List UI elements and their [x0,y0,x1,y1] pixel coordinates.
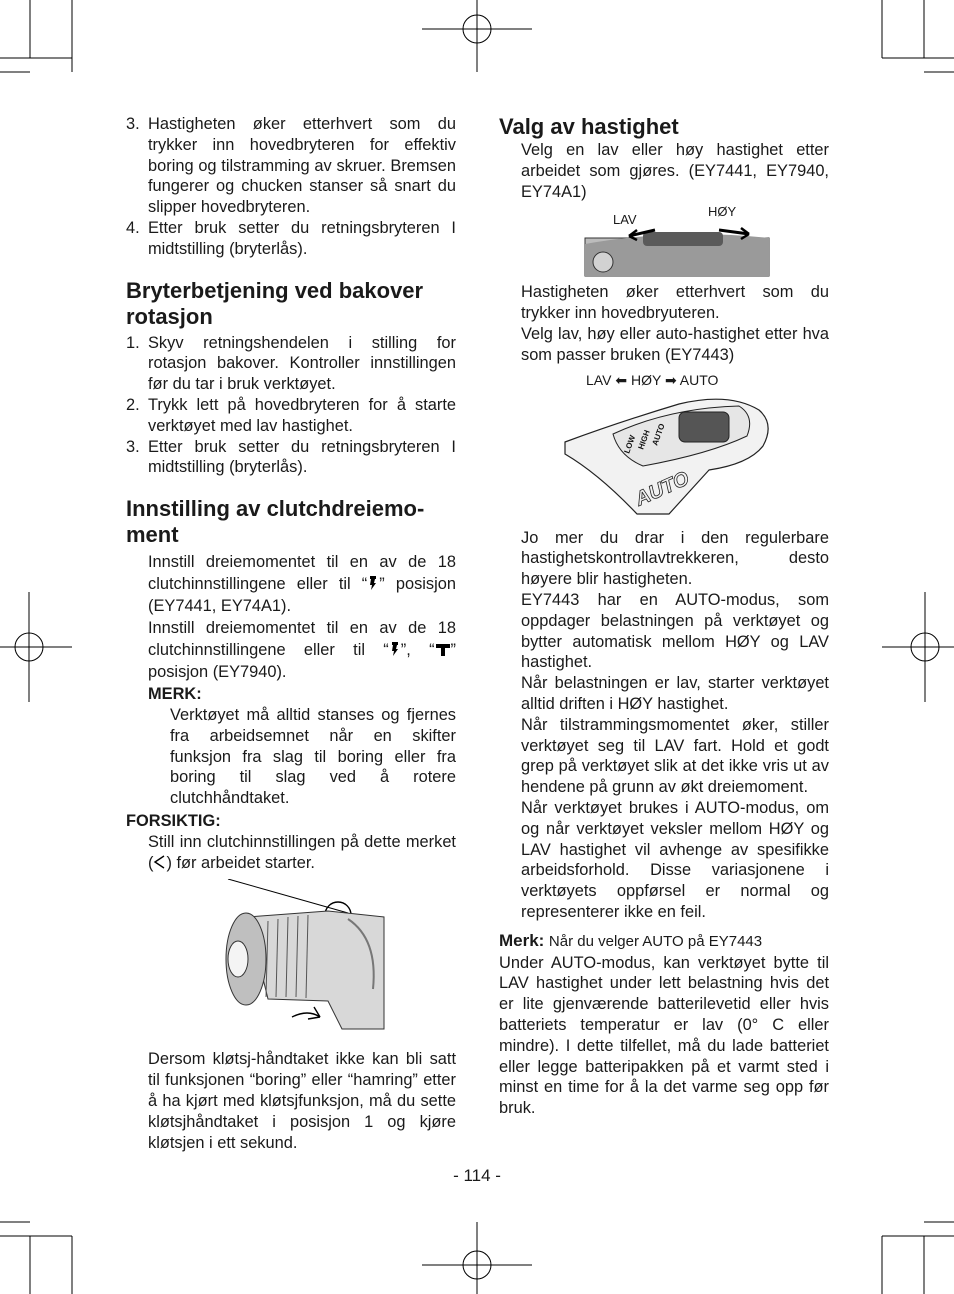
arrow-left-icon: ⬅ [615,371,628,388]
forsiktig-text: Still inn clutchinnstillingen på dette merket ( ) før arbeidet starter. [148,832,456,872]
clutch-paragraph-2: Innstill dreiemomentet til en av de 18 clutchinnstillingene eller til “ ”, “ ” posisjon (EY7940). [148,619,457,682]
merk-note [499,931,829,953]
drill-symbol-icon [367,575,379,591]
section-heading-clutch: Innstilling av clutchdreiemo-ment [126,496,425,548]
speed-switch-figure-2 [499,372,829,522]
speed-paragraph-7: Når tilstrammingsmomentet øker, stiller verktøyet seg til LAV fart. Hold et godt grep på verktøyet slik at det ikke vris ut av hendene på grunn av økt dreiemoment. [521,715,829,797]
speed-paragraph-5: EY7443 har en AUTO-modus, som oppdager belastningen på verktøyet og bytter automatisk mellom HØY og LAV hastighet. [521,590,829,672]
switch-text-low: LOW [622,433,638,455]
merk-note-inline: Når du velger AUTO på EY7443 [548,932,763,950]
speed-switch-illustration [583,218,773,278]
speed-paragraph-8: Når verktøyet brukes i AUTO-modus, om og når verktøyet veksler mellom HØY og LAV hastighet vil avhenge av spesifikke arbeidsforhold. Disse variasjonene i verktøyets oppførsel er normal og representerer ikke en feil. [521,798,829,921]
forsiktig-label: FORSIKTIG: [126,811,221,830]
list-item: 3. Etter bruk setter du retningsbryteren I midtstilling (bryterlås). [126,437,456,477]
figure-label-hoy: HØY [708,204,737,220]
speed-paragraph-9: Under AUTO-modus, kan verktøyet bytte til LAV hastighet under lett belastning hvis det er lite gjenværende batterilevetid eller hvis batteriets temperatur er lav (0° C eller mindre). I dette tilfellet, må du lade batteriet eller legge batteripakken på et varmt sted i minst en time for å la det varme seg opp før bruk. [499,953,829,1118]
list-item: 3. Hastigheten øker etterhvert som du trykker inn hovedbryteren for effektiv boring og tilstramming av skruer. Bremsen fungerer og chucken stanser så snart du slipper hovedbryteren. [126,115,456,217]
speed-paragraph-6: Når belastningen er lav, starter verktøyet alltid driften i HØY hastighet. [521,674,829,713]
auto-switch-illustration [559,394,773,518]
section-heading-speed: Valg av hastighet [499,114,679,139]
merk-text: Verktøyet må alltid stanses og fjernes fra arbeidsemnet når en skifter funksjon fra slag til boring eller fra boring til slag ved å rotere clutchhåndtaket. [170,705,456,808]
steps-list-2 [126,333,456,479]
speed-paragraph-2: Hastigheten øker etterhvert som du trykker inn hovedbryuteren. [521,283,829,323]
left-column [126,114,456,1153]
merk-label: MERK: [148,685,202,704]
section-heading-reverse: Bryterbetjening ved bakover rotasjon [126,277,424,329]
speed-mode-sequence: LAV ⬅ HØY ➡ AUTO [586,371,719,388]
steps-list-1 [126,114,456,260]
clutch-paragraph-3: Dersom kløtsj-håndtaket ikke kan bli satt til funksjonen “boring” eller “hamring” etter å ha kjørt med kløtsjfunksjon, må du sette kløtsjhåndtaket i posisjon 1 og kjøre kløtsjen i ett sekund. [148,1050,456,1152]
figure-label-lav: LAV [613,212,637,228]
switch-text-auto: AUTO [650,422,667,447]
speed-paragraph-3: Velg lav, høy eller auto-hastighet etter hva som passer bruken (EY7443) [521,324,829,364]
page-number: - 114 - [453,1166,501,1185]
drill-chuck-illustration [208,879,398,1039]
drill-symbol-icon [389,641,401,657]
auto-logo: AUTO [632,467,693,511]
clutch-paragraph-1: Innstill dreiemomentet til en av de 18 clutchinnstillingene eller til “ ” posisjon (EY7441, EY74A1). [148,553,456,616]
list-item: 1. Skyv retningshendelen i stilling for rotasjon bakover. Kontroller innstillingen før du tar i bruk verktøyet. [126,333,456,394]
merk-note-label: Merk: [499,930,545,950]
switch-text-high: HIGH [636,428,652,451]
speed-switch-figure-1 [499,204,829,278]
list-item: 4. Etter bruk setter du retningsbryteren I midtstilling (bryterlås). [126,218,456,258]
speed-paragraph-4: Jo mer du drar i den regulerbare hastighetskontrollavtrekkeren, desto høyere blir hastigheten. [521,528,829,589]
list-item: 2. Trykk lett på hovedbryteren for å starte verktøyet med lav hastighet. [126,395,456,435]
speed-paragraph-1: Velg en lav eller høy hastighet etter arbeidet som gjøres. (EY7441, EY7940, EY74A1) [521,141,829,201]
right-column [499,114,829,1119]
triangle-mark-icon [153,854,166,870]
arrow-right-icon: ➡ [664,371,677,388]
hammer-symbol-icon [435,641,451,657]
